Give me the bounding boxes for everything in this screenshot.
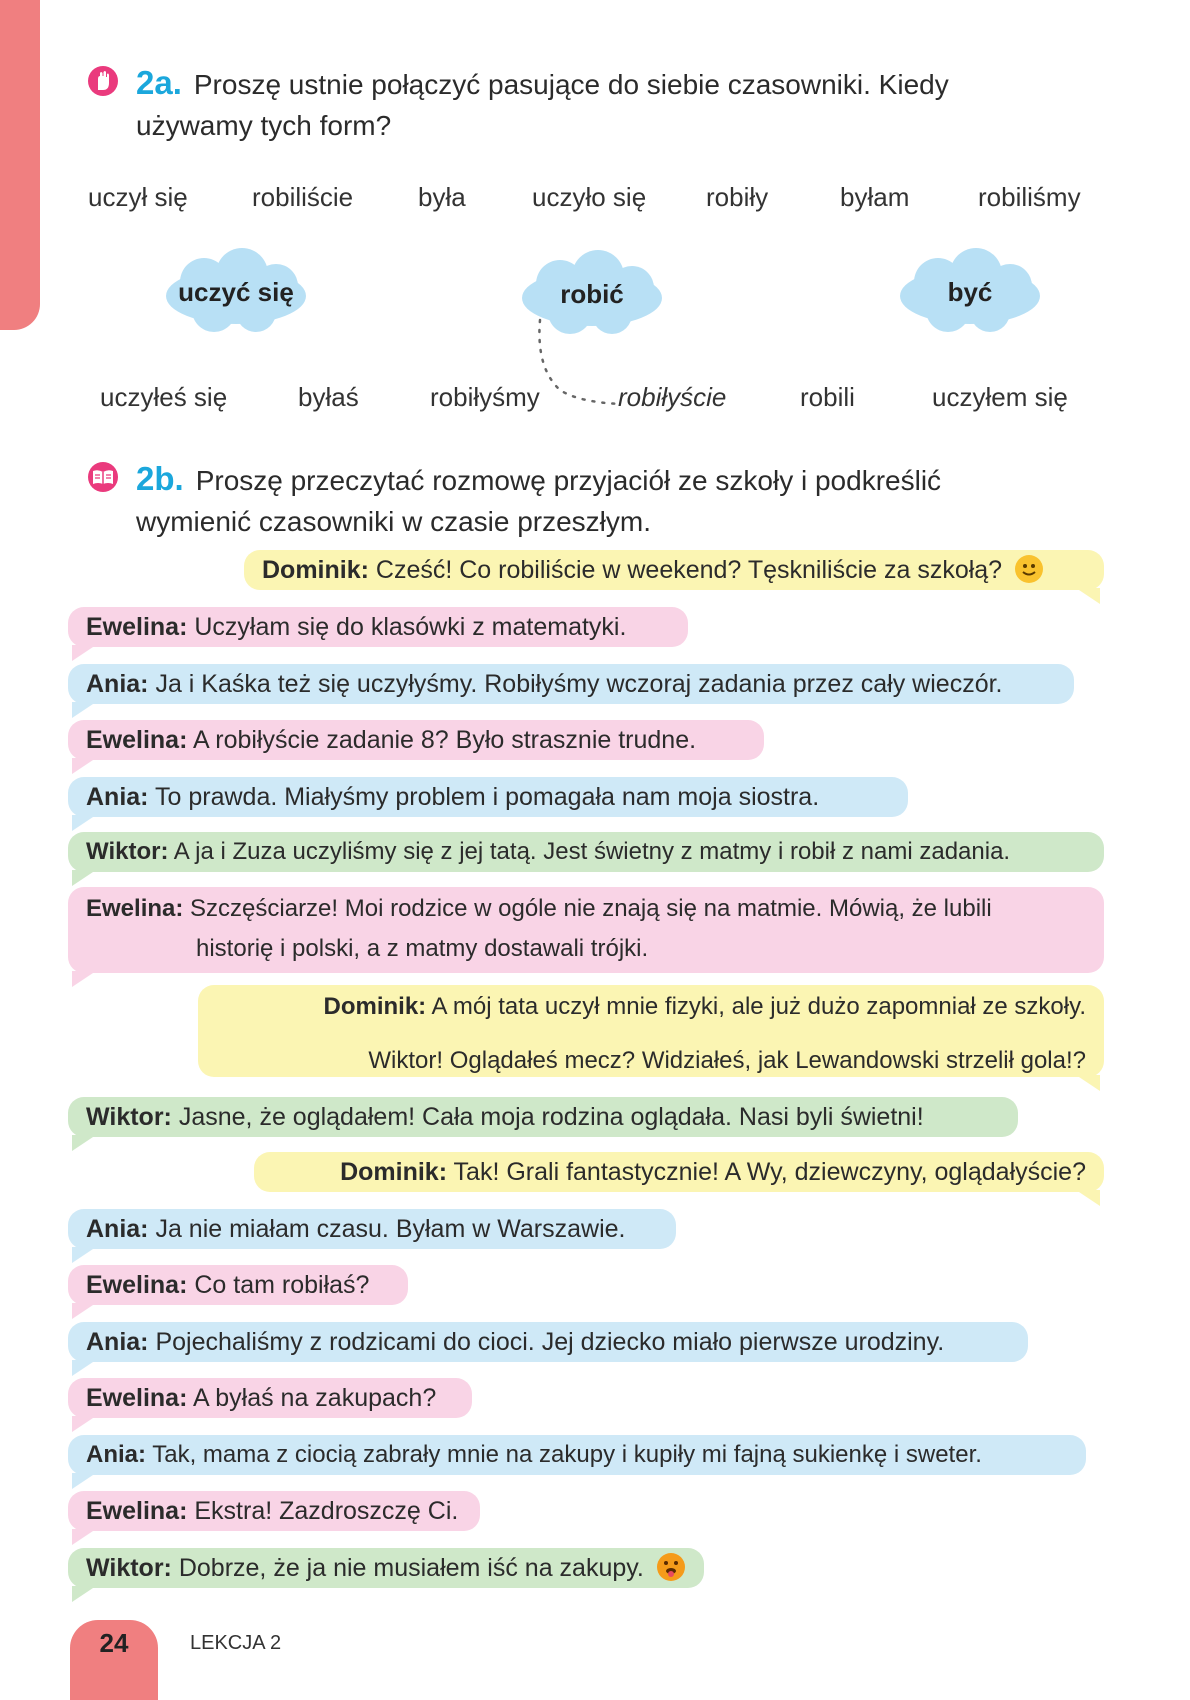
exercise-text: Proszę przeczytać rozmowę przyjaciół ze szkoły i podkreślić [195, 465, 942, 496]
dialogue-bubble [68, 1265, 408, 1305]
exercise-number: 2a. [136, 64, 182, 101]
speaker-name: Dominik: [262, 556, 369, 584]
speaker-name: Ewelina: [86, 1384, 188, 1412]
exercise-text-line2: wymienić czasowniki w czasie przeszłym. [136, 506, 652, 537]
page-number-text: 24 [99, 1628, 129, 1658]
dialogue-bubble [68, 887, 1104, 973]
dialogue-bubble [68, 664, 1074, 704]
dialogue-text: Ja i Kaśka też się uczyłyśmy. Robiłyśmy wczoraj zadania przez cały wieczór. [155, 670, 1003, 698]
cloud-label: być [947, 276, 993, 307]
verb-word: robiłyśmy [430, 382, 540, 412]
verb-word: robiliśmy [978, 182, 1081, 212]
dialogue-bubble [68, 1378, 472, 1418]
dialogue-bubble [68, 607, 688, 647]
book-icon [88, 462, 118, 492]
speaker-name: Dominik: [323, 993, 427, 1020]
speaker-name: Ewelina: [86, 726, 188, 754]
dialogue-text: Cześć! Co robiliście w weekend? Tęskniliście za szkołą? [375, 556, 1003, 584]
dialogue-text: Tak, mama z ciocią zabrały mnie na zakupy i kupiły mi fajną sukienkę i sweter. [152, 1441, 982, 1468]
dialogue-text: Co tam robiłaś? [194, 1271, 370, 1299]
speaker-name: Wiktor: [86, 1103, 172, 1131]
exercise-2b-instruction [88, 458, 1088, 542]
dialogue-bubble [68, 1548, 704, 1588]
exercise-text: Proszę ustnie połączyć pasujące do siebie czasowniki. Kiedy [193, 69, 949, 100]
verb-word: robiliście [252, 182, 354, 212]
verb-word: była [418, 182, 466, 212]
infinitive-cloud [156, 246, 316, 338]
verb-word: robili [800, 382, 855, 412]
verb-word: uczyło się [532, 182, 647, 212]
dialogue-text-line2: historię i polski, a z matmy dostawali trójki. [196, 935, 649, 962]
dialogue-text: Uczyłam się do klasówki z matematyki. [194, 613, 627, 641]
dialogue-bubble [198, 985, 1104, 1077]
speaker-name: Ewelina: [86, 613, 188, 641]
dialogue-bubble [254, 1152, 1104, 1192]
speaker-name: Ewelina: [86, 1271, 188, 1299]
speaker-name: Ania: [86, 670, 149, 698]
exercise-2a-instruction [88, 62, 1088, 146]
dialogue-text: A mój tata uczył mnie fizyki, ale już dużo zapomniał ze szkoły. [431, 993, 1086, 1020]
dialogue-bubble [68, 1491, 480, 1531]
hand-icon [88, 66, 118, 96]
verb-word: uczyłem się [932, 382, 1068, 412]
verb-word-example: robiłyście [618, 382, 727, 412]
dialogue-bubble [68, 720, 764, 760]
speaker-name: Wiktor: [86, 1554, 172, 1582]
verb-word: byłam [840, 182, 910, 212]
smile-emoji-icon [1015, 555, 1043, 583]
dialogue-text: Jasne, że oglądałem! Cała moja rodzina oglądała. Nasi byli świetni! [178, 1103, 924, 1131]
tongue-out-emoji-icon [657, 1553, 685, 1581]
exercise-number: 2b. [136, 460, 184, 497]
speaker-name: Ania: [86, 783, 149, 811]
dialogue-bubble [68, 1322, 1028, 1362]
speaker-name: Ania: [86, 1328, 149, 1356]
speaker-name: Wiktor: [86, 838, 169, 865]
cloud-label: robić [560, 278, 624, 309]
page-edge-tab [0, 0, 40, 330]
verb-word: byłaś [298, 382, 359, 412]
infinitive-cloud [890, 246, 1050, 338]
dialogue-text: A robiłyście zadanie 8? Było strasznie trudne. [193, 726, 697, 754]
dialogue-bubble [68, 1435, 1086, 1475]
example-connection-line [530, 318, 630, 408]
dialogue-text-line2: Wiktor! Oglądałeś mecz? Widziałeś, jak Lewandowski strzelił gola!? [368, 1047, 1086, 1074]
speaker-name: Ania: [86, 1441, 146, 1468]
exercise-text-line2: używamy tych form? [136, 110, 392, 141]
dialogue-text: Ja nie miałam czasu. Byłam w Warszawie. [155, 1215, 626, 1243]
dialogue-text: Pojechaliśmy z rodzicami do cioci. Jej dziecko miało pierwsze urodziny. [155, 1328, 945, 1356]
dialogue-bubble [244, 550, 1104, 590]
dialogue-text: A byłaś na zakupach? [193, 1384, 437, 1412]
speaker-name: Dominik: [340, 1158, 448, 1186]
dialogue-bubble [68, 1209, 676, 1249]
dialogue-text: Tak! Grali fantastycznie! A Wy, dziewczyny, oglądałyście? [453, 1158, 1086, 1186]
lesson-label: LEKCJA 2 [190, 1632, 282, 1654]
verb-word: uczył się [88, 182, 188, 212]
speaker-name: Ewelina: [86, 1497, 188, 1525]
cloud-label: uczyć się [178, 276, 294, 307]
dialogue-text: Ekstra! Zazdroszczę Ci. [194, 1497, 459, 1525]
dialogue-text: A ja i Zuza uczyliśmy się z jej tatą. Jest świetny z matmy i robił z nami zadania. [173, 838, 1011, 865]
dialogue-text: Szczęściarze! Moi rodzice w ogóle nie znają się na matmie. Mówią, że lubili [190, 895, 992, 922]
dialogue-text: Dobrze, że ja nie musiałem iść na zakupy. [178, 1554, 644, 1582]
dialogue-bubble [68, 777, 908, 817]
verb-word: robiły [706, 182, 769, 212]
dialogue-bubble [68, 1097, 1018, 1137]
page-number [70, 1620, 158, 1700]
verb-word: uczyłeś się [100, 382, 228, 412]
dialogue-text: To prawda. Miałyśmy problem i pomagała nam moja siostra. [155, 783, 820, 811]
speaker-name: Ewelina: [86, 895, 184, 922]
speaker-name: Ania: [86, 1215, 149, 1243]
dialogue-bubble [68, 832, 1104, 872]
